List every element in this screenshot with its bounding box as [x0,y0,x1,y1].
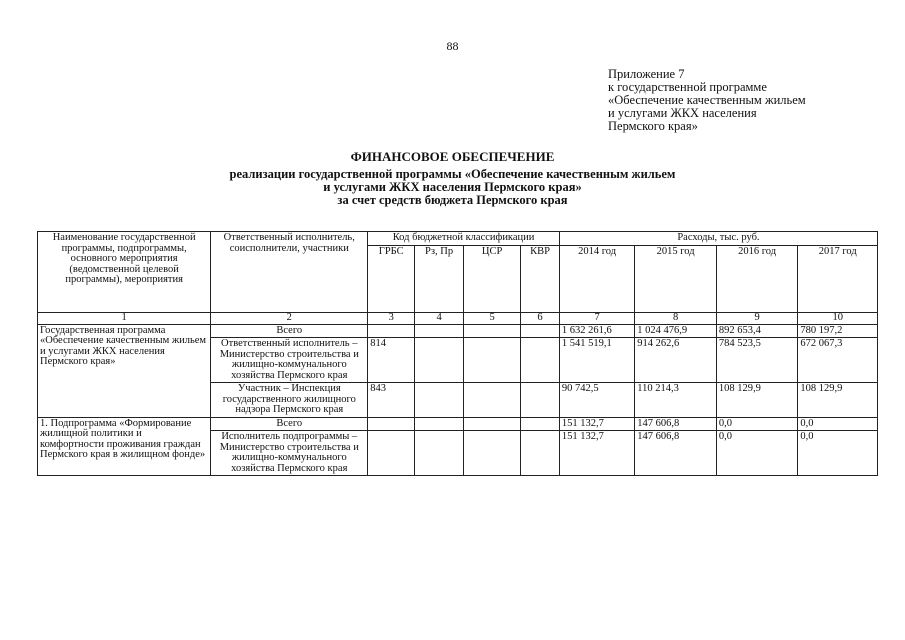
csr-cell [464,431,521,476]
header-2015: 2015 год [635,245,717,312]
rz-pr-cell [415,324,464,338]
csr-cell [464,324,521,338]
column-number: 1 [38,312,211,324]
value-2014: 1 632 261,6 [559,324,634,338]
page-number: 88 [446,39,459,53]
document-subtitle [0,168,905,207]
subtitle-line: за счет средств бюджета Пермского края [337,193,568,207]
value-2015: 147 606,8 [635,431,717,476]
rz-pr-cell [415,383,464,418]
value-2015: 110 214,3 [635,383,717,418]
header-row [38,232,878,246]
header-executor: Ответственный исполнитель, соисполнители, участники [211,232,368,313]
document-title: ФИНАНСОВОЕ ОБЕСПЕЧЕНИЕ [350,149,555,164]
csr-cell [464,338,521,383]
table-row [38,417,878,431]
header-2014: 2014 год [559,245,634,312]
csr-cell [464,383,521,418]
header-rz-pr: Рз, Пр [415,245,464,312]
executor-cell: Участник – Инспекция государственного жилищного надзора Пермского края [211,383,368,418]
column-number: 3 [368,312,415,324]
appendix-line: к государственной программе [608,80,767,94]
value-2015: 147 606,8 [635,417,717,431]
header-expenses: Расходы, тыс. руб. [559,232,877,246]
header-grbs: ГРБС [368,245,415,312]
rz-pr-cell [415,417,464,431]
grbs-cell [368,417,415,431]
executor-cell: Всего [211,417,368,431]
value-2017: 0,0 [798,431,878,476]
rz-pr-cell [415,431,464,476]
value-2017: 672 067,3 [798,338,878,383]
column-number: 6 [521,312,560,324]
appendix-line: и услугами ЖКХ населения [608,106,757,120]
header-name: Наименование государственной программы, подпрограммы, основного мероприятия (ведомственной целевой программы), мероприятия [38,232,211,313]
column-number: 10 [798,312,878,324]
value-2016: 784 523,5 [716,338,798,383]
column-number: 8 [635,312,717,324]
kvr-cell [521,383,560,418]
appendix-line: Пермского края» [608,119,698,133]
executor-cell: Всего [211,324,368,338]
value-2016: 108 129,9 [716,383,798,418]
value-2016: 0,0 [716,417,798,431]
column-number: 4 [415,312,464,324]
column-number-row [38,312,878,324]
grbs-cell: 843 [368,383,415,418]
column-number: 9 [716,312,798,324]
kvr-cell [521,431,560,476]
column-number: 5 [464,312,521,324]
kvr-cell [521,338,560,383]
grbs-cell: 814 [368,338,415,383]
subprogram-name: 1. Подпрограмма «Формирование жилищной политики и комфортности проживания граждан Пермского края в жилищном фонде» [38,417,211,476]
column-number: 7 [559,312,634,324]
value-2015: 914 262,6 [635,338,717,383]
appendix-note [608,68,806,133]
column-number: 2 [211,312,368,324]
value-2015: 1 024 476,9 [635,324,717,338]
executor-cell: Исполнитель подпрограммы – Министерство строительства и жилищно-коммунального хозяйства Пермского края [211,431,368,476]
header-csr: ЦСР [464,245,521,312]
table-row [38,324,878,338]
value-2017: 0,0 [798,417,878,431]
program-name: Государственная программа «Обеспечение качественным жильем и услугами ЖКХ населения Пермского края» [38,324,211,417]
financing-table [37,231,878,476]
value-2016: 892 653,4 [716,324,798,338]
rz-pr-cell [415,338,464,383]
value-2017: 780 197,2 [798,324,878,338]
appendix-line: «Обеспечение качественным жильем [608,93,806,107]
kvr-cell [521,417,560,431]
grbs-cell [368,431,415,476]
value-2014: 1 541 519,1 [559,338,634,383]
appendix-line: Приложение 7 [608,67,685,81]
header-2016: 2016 год [716,245,798,312]
value-2014: 151 132,7 [559,431,634,476]
header-kvr: КВР [521,245,560,312]
grbs-cell [368,324,415,338]
kvr-cell [521,324,560,338]
subtitle-line: реализации государственной программы «Обеспечение качественным жильем [229,167,676,181]
value-2014: 151 132,7 [559,417,634,431]
value-2016: 0,0 [716,431,798,476]
header-budget-code: Код бюджетной классификации [368,232,560,246]
value-2017: 108 129,9 [798,383,878,418]
value-2014: 90 742,5 [559,383,634,418]
header-2017: 2017 год [798,245,878,312]
executor-cell: Ответственный исполнитель – Министерство строительства и жилищно-коммунального хозяйства Пермского края [211,338,368,383]
subtitle-line: и услугами ЖКХ населения Пермского края» [323,180,582,194]
csr-cell [464,417,521,431]
